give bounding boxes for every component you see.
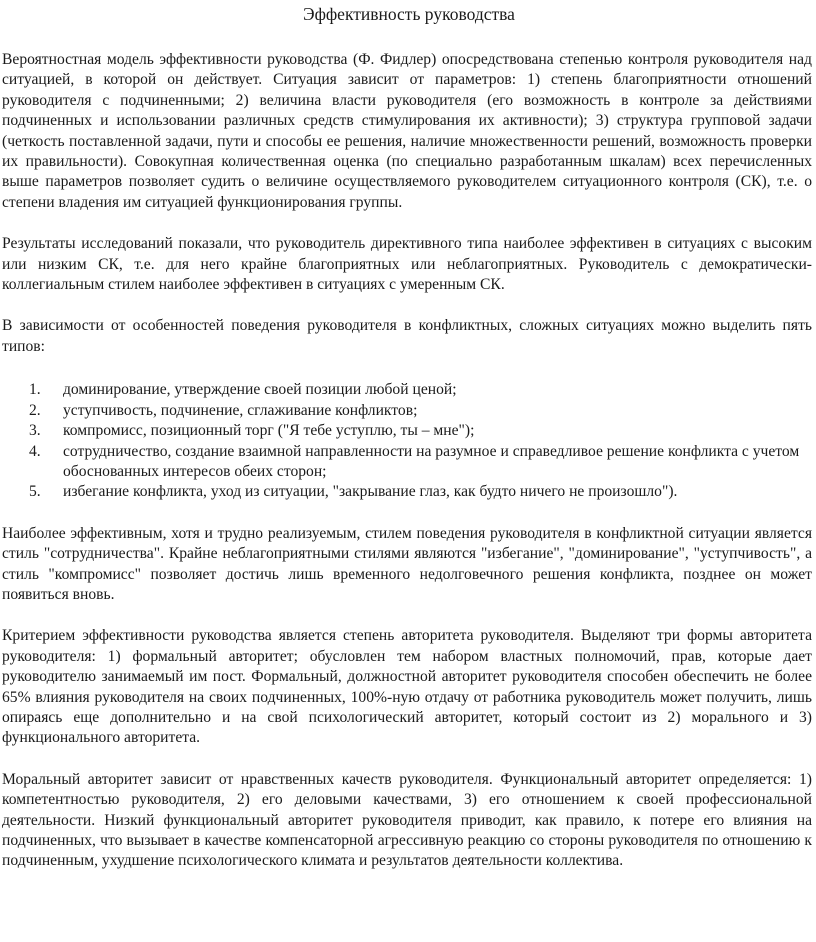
list-item — [0, 380, 812, 400]
paragraph-fiedler-model: Вероятностная модель эффективности руководства (Ф. Фидлер) опосредствована степенью контроля руководителя над ситуацией, в которой он действует. Ситуация зависит от параметров: 1) степень благоприятности отношений руководителя с подчиненными; 2) величина власти руководителя (его возможность в контроле за действиями подчиненных и использовании различных средств стимулирования их активности); 3) структура групповой задачи (четкость поставленной задачи, пути и способы ее решения, наличие множественности решений, возможность проверки их правильности). Совокупная количественная оценка (по специально разработанным шкалам) всех перечисленных выше параметров позволяет судить о величине осуществляемого руководителем ситуационного контроля (СК), т.е. о степени владения им ситуацией функционирования группы. — [2, 51, 812, 211]
list-item — [0, 401, 812, 421]
list-item-text: избегание конфликта, уход из ситуации, "закрывание глаз, как будто ничего не произошло"). — [63, 483, 678, 501]
list-item — [0, 442, 812, 483]
list-item-number: 5. — [29, 483, 41, 501]
page-title: Эффективность руководства — [303, 4, 515, 24]
conflict-styles-list — [0, 380, 812, 502]
list-item — [0, 421, 812, 441]
list-item-text: уступчивость, подчинение, сглаживание конфликтов; — [63, 401, 418, 419]
paragraph-authority-criteria: Критерием эффективности руководства является степень авторитета руководителя. Выделяют три формы авторитета руководителя: 1) формальный авторитет; обусловлен тем набором властных полномочий, прав, которые дает руководителю занимаемый им пост. Формальный, должностной авторитет руководителя способен обеспечить не более 65% влияния руководителя на своих подчиненных, 100%-ную отдачу от работника руководитель может получить, лишь опираясь еще дополнительно и на свой психологический авторитет, который состоит из 2) морального и 3) функционального авторитета. — [2, 627, 812, 747]
paragraph-moral-functional-authority: Моральный авторитет зависит от нравственных качеств руководителя. Функциональный авторитет определяется: 1) компетентностью руководителя, 2) его деловыми качествами, 3) его отношением к своей профессиональной деятельности. Низкий функциональный авторитет руководителя приводит, как правило, к потере его влияния на подчиненных, что вызывает в качестве компенсаторной агрессивную реакцию со стороны руководителя по отношению к подчиненным, ухудшение психологического климата и результатов деятельности коллектива. — [2, 770, 812, 870]
paragraph-research-results: Результаты исследований показали, что руководитель директивного типа наиболее эффективен в ситуациях с высоким или низким СК, т.е. для него крайне благоприятных или неблагоприятных. Руководитель с демократически-коллегиальным стилем наиболее эффективен в ситуациях с умеренным СК. — [2, 235, 812, 294]
list-item-text: сотрудничество, создание взаимной направленности на разумное и справедливое решение конфликта с учетом обоснованных интересов обеих сторон; — [63, 442, 800, 480]
list-item-text: доминирование, утверждение своей позиции любой ценой; — [63, 381, 457, 399]
list-item-text: компромисс, позиционный торг ("Я тебе уступлю, ты – мне"); — [63, 422, 475, 440]
list-item — [0, 482, 812, 502]
paragraph-conflict-intro: В зависимости от особенностей поведения руководителя в конфликтных, сложных ситуациях можно выделить пять типов: — [2, 317, 812, 355]
list-item-number: 4. — [29, 442, 41, 460]
list-item-number: 2. — [29, 401, 41, 419]
list-item-number: 3. — [29, 422, 41, 440]
list-item-number: 1. — [29, 381, 41, 399]
paragraph-effective-style: Наиболее эффективным, хотя и трудно реализуемым, стилем поведения руководителя в конфликтной ситуации является стиль "сотрудничества". Крайне неблагоприятными стилями являются "избегание", "доминирование", "уступчивость", а стиль "компромисс" позволяет достичь лишь временного недолговечного решения конфликта, позднее он может появиться вновь. — [2, 524, 812, 603]
